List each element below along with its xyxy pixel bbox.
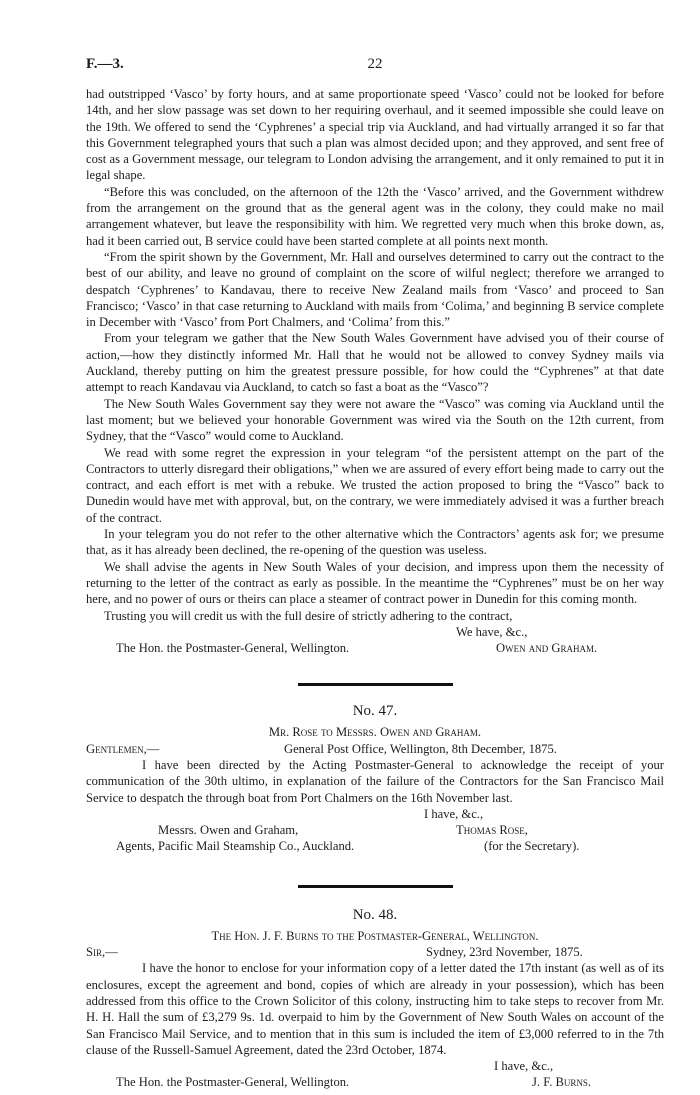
paragraph: The New South Wales Government say they were not aware the “Vasco” was coming via Auckland until the last moment; but we believed your honorable Government was wired via the South on the 12th current, from Sydney, that the “Vasco” would come to Auckland. [86, 396, 664, 444]
page-number: 22 [367, 56, 383, 72]
paragraph: Trusting you will credit us with the full desire of strictly adhering to the contract, [104, 608, 513, 623]
letter-no-47 [86, 698, 664, 854]
paragraph: “Before this was concluded, on the afternoon of the 12th the ‘Vasco’ arrived, and the Government withdrew from the arrangement on the ground that as the general agent was in the colony, they could make no mail arrangement whatever, but leave the responsibility with him. We regretted very much when this broke down, as, had it been carried out, B service could have been started complete at all points next month. [86, 184, 664, 248]
paragraph: In your telegram you do not refer to the other alternative which the Contractors’ agents ask for; we presume that, as it has already been declined, the re-opening of the question was useless. [86, 527, 664, 558]
letter-no-48 [86, 902, 664, 1091]
closing-row [86, 1058, 664, 1074]
page-header [86, 56, 664, 86]
addressee: Agents, Pacific Mail Steamship Co., Auckland. [116, 839, 355, 854]
paragraph: had outstripped ‘Vasco’ by forty hours, and at same proportionate speed ‘Vasco’ could not be looked for before 14th, and her slow passage was set down to her requiring overhaul, and it seemed impossible she could leave on the 19th. We offered to send the ‘Cyphrenes’ a special trip via Auckland, and had virtually arranged it so far that this Government telegraphed yours that such a plan was almost decided upon; and they approved, and sent free of cost as a Government message, our telegram to London advising the arrangement, and it only remained to put it in legal shape. [86, 87, 664, 183]
sign-row [86, 838, 664, 854]
letter-heading: The Hon. J. F. Burns to the Postmaster-General, Wellington. [211, 928, 539, 943]
addressee: The Hon. the Postmaster-General, Wellington. [116, 1075, 350, 1090]
sign-row [86, 1074, 664, 1090]
salutation: Sir,— [86, 945, 118, 960]
paragraph: We shall advise the agents in New South Wales of your decision, and impress upon them the necessity of returning to the letter of the contract as early as possible. In the meantime the “Cyphrenes” must be on her way here, and no power of ours or theirs can place a steamer of contract power in Dunedin for this coming month. [86, 559, 664, 607]
signature: J. F. Burns. [532, 1075, 592, 1090]
closing: We have, &c., [456, 624, 528, 639]
closing-row [86, 624, 664, 640]
sign-row [86, 822, 664, 838]
paragraph: We read with some regret the expression in your telegram “of the persistent attempt on the part of the Contractors to utterly disregard their obligations,” when we are assured of every effort being made to carry out the contract, and each effort is met with a rebuke. We trusted the action proposed to bring the “Vasco” back to Dunedin would have met with approval, but, on the contrary, we were immediately advised it was a further breach of the contract. [86, 445, 664, 525]
paragraph: I have been directed by the Acting Postmaster-General to acknowledge the receipt of your communication of the 30th ultimo, in explanation of the failure of the Contractors for the San Francisco Mail Service to despatch the through boat from Port Chalmers on the 16th November last. [86, 757, 664, 805]
addressee: Messrs. Owen and Graham, [158, 823, 299, 838]
closing: I have, &c., [494, 1059, 554, 1074]
salutation-row [86, 944, 664, 960]
section-code: F.—3. [86, 56, 124, 72]
paragraph: From your telegram we gather that the New South Wales Government have advised you of their course of action,—how they distinctly informed Mr. Hall that he would not be allowed to convey Sydney mails via Auckland, thereby putting on him the greatest pressure possible, for how could the “Cyphrenes” at that date attempt to reach Kandavau via Auckland, to catch so fast a boat as the “Vasco”? [86, 331, 664, 395]
place-date: General Post Office, Wellington, 8th December, 1875. [284, 741, 557, 756]
letter-number: No. 47. [352, 703, 398, 720]
salutation: Gentlemen,— [86, 741, 160, 756]
addressee: The Hon. the Postmaster-General, Wellington. [116, 641, 350, 656]
closing-row [86, 806, 664, 822]
signature: Owen and Graham. [496, 641, 598, 656]
signature: Thomas Rose, [456, 823, 528, 838]
sign-row [86, 640, 664, 656]
letter-heading: Mr. Rose to Messrs. Owen and Graham. [268, 725, 482, 740]
letter-number: No. 48. [352, 906, 398, 923]
letter-owen-graham [86, 86, 664, 656]
signature-note: (for the Secretary). [484, 839, 580, 854]
paragraph: I have the honor to enclose for your information copy of a letter dated the 17th instant (as well as of its enclosures, except the agreement and bond, copies of which are already in your possession), which has been addressed from this office to the Crown Solicitor of this colony, instructing him to take steps to recover from Mr. H. H. Hall the sum of £3,279 9s. 1d. overpaid to him by the Government of New South Wales on account of the San Francisco Mail Service, and to mention that in this sum is included the item of £3,000 referred to in the 7th clause of the Russell-Samuel Agreement, dated the 23rd October, 1874. [86, 961, 664, 1057]
closing: I have, &c., [424, 806, 484, 821]
document-page [86, 56, 664, 1091]
place-date: Sydney, 23rd November, 1875. [426, 945, 583, 960]
paragraph: “From the spirit shown by the Government, Mr. Hall and ourselves determined to carry out the contract to the best of our ability, and leave no ground of complaint on the score of wilful neglect; therefore we arranged to despatch ‘Cyphrenes’ to Kandavau, there to receive New Zealand mails from ‘Vasco’ and proceed to San Francisco; ‘Vasco’ in that case returning to Auckland with mails from ‘Colima,’ and beginning B service complete in December with ‘Vasco’ from Port Chalmers, and ‘Colima’ from this.” [86, 249, 664, 330]
salutation-row [86, 741, 664, 757]
